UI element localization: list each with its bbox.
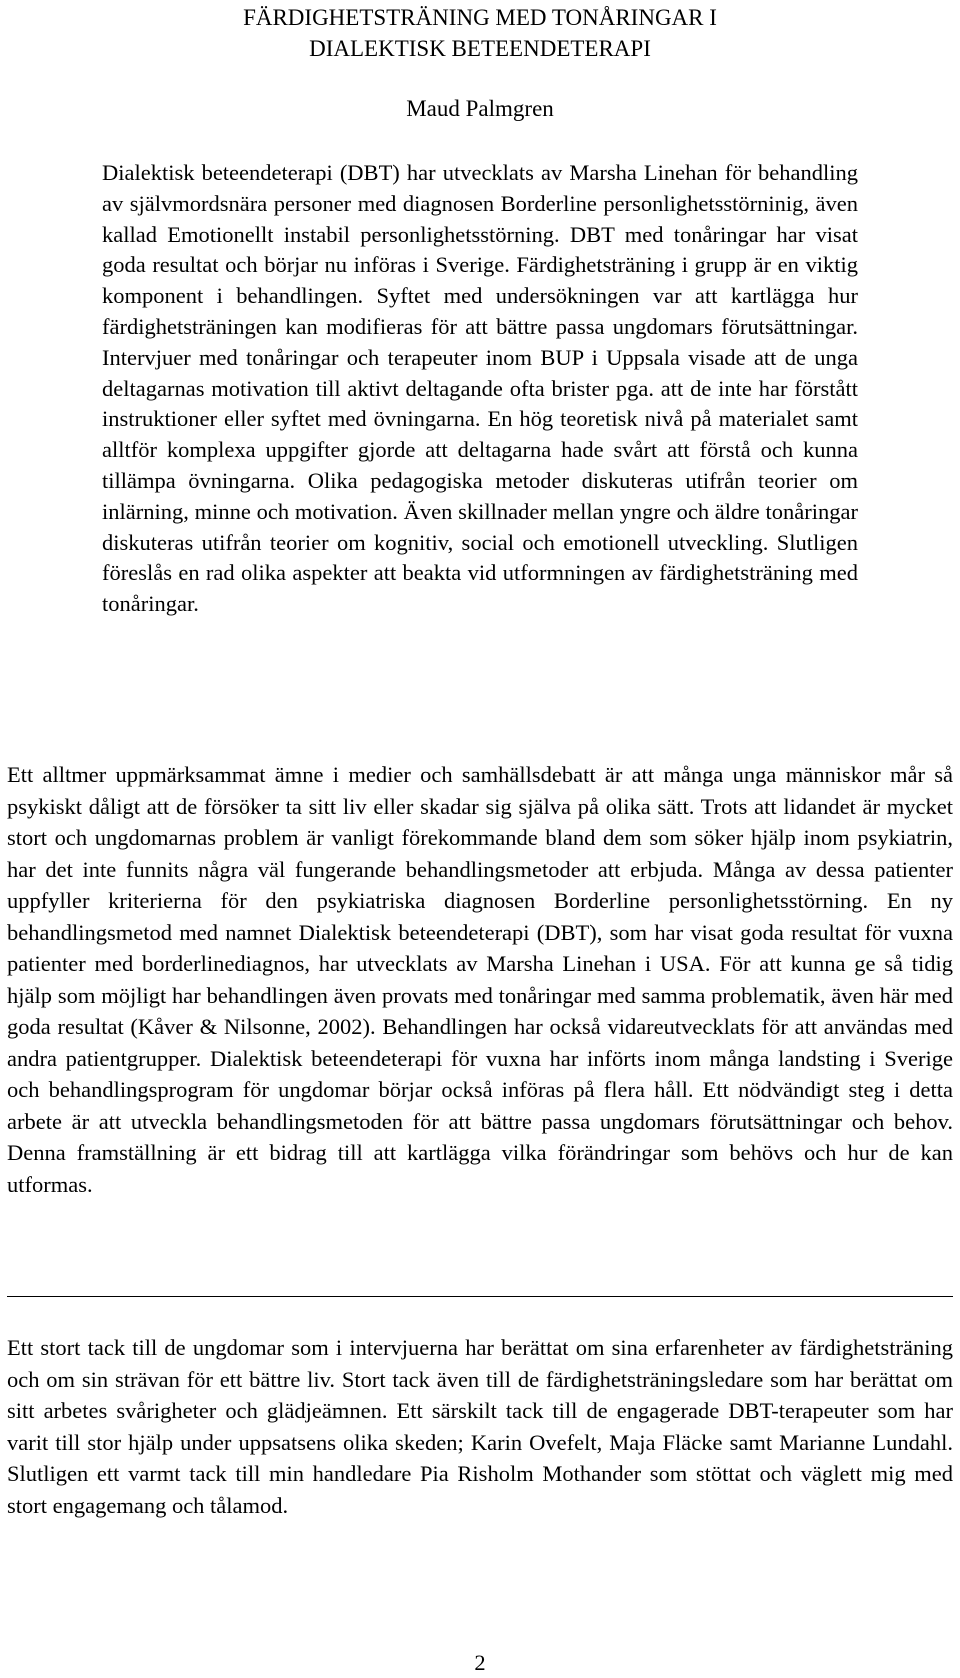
page-number: 2 — [474, 1650, 486, 1675]
abstract-paragraph: Dialektisk beteendeterapi (DBT) har utvecklats av Marsha Linehan för behandling av självmordsnära personer med diagnosen Borderline personlighetsstörninig, även kallad Emotionellt instabil personlighetsstörning. DBT med tonåringar har visat goda resultat och börjar nu införas i Sverige. Färdighetsträning i grupp är en viktig komponent i behandlingen. Syftet med undersökningen var att kartlägga hur färdighetsträningen kan modifieras för att bättre passa ungdomars förutsättningar. Intervjuer med tonåringar och terapeuter inom BUP i Uppsala visade att de unga deltagarnas motivation till aktivt deltagande ofta brister pga. att de inte har förstått instruktioner eller syftet med övningarna. En hög teoretisk nivå på materialet samt alltför komplexa uppgifter gjorde att deltagarna hade svårt att förstå och kunna tillämpa övningarna. Olika pedagogiska metoder diskuteras utifrån teorier om inlärning, minne och motivation. Även skillnader mellan yngre och äldre tonåringar diskuteras utifrån teorier om kognitiv, social och emotionell utveckling. Slutligen föreslås en rad olika aspekter att beakta vid utformningen av färdighetsträning med tonåringar. — [102, 160, 858, 617]
title-line-2: DIALEKTISK BETEENDETERAPI — [309, 36, 651, 61]
title-line-1: FÄRDIGHETSTRÄNING MED TONÅRINGAR I — [243, 5, 717, 30]
section-divider — [7, 1296, 953, 1297]
introduction-paragraph: Ett alltmer uppmärksammat ämne i medier och samhällsdebatt är att många unga människor mår så psykiskt dåligt att de försöker ta sitt liv eller skadar sig själva på olika sätt. Trots att lidandet är mycket stort och ungdomarnas problem är vanligt förekommande bland dem som söker hjälp inom psykiatrin, har det inte funnits några väl fungerande behandlingsmetoder att erbjuda. Många av dessa patienter uppfyller kriterierna för den psykiatriska diagnosen Borderline personlighetsstörning. En ny behandlingsmetod med namnet Dialektisk beteendeterapi (DBT), som har visat goda resultat för vuxna patienter med borderlinediagnos, har utvecklats av Marsha Linehan i USA. För att kunna ge så tidig hjälp som möjligt har behandlingen även provats med tonåringar med samma problematik, även här med goda resultat (Kåver & Nilsonne, 2002). Behandlingen har också vidareutvecklats för att användas med andra patientgrupper. Dialektisk beteendeterapi för vuxna har införts inom många landsting i Sverige och behandlingsprogram för ungdomar börjar också införas på flera håll. Ett nödvändigt steg i detta arbete är att utveckla behandlingsmetoden för att bättre passa ungdomars förutsättningar och behov. Denna framställning är ett bidrag till att kartlägga vilka förändringar som behövs och hur de kan utformas. — [7, 762, 953, 1197]
author-name: Maud Palmgren — [406, 96, 554, 121]
document-title — [0, 2, 960, 64]
acknowledgements-paragraph: Ett stort tack till de ungdomar som i intervjuerna har berättat om sina erfarenheter av färdighetsträning och om sin strävan för ett bättre liv. Stort tack även till de färdighetsträningsledare som har berättat om sitt arbetes svårigheter och glädjeämnen. Ett särskilt tack till de engagerade DBT-terapeuter som har varit till stor hjälp under uppsatsens olika skeden; Karin Ovefelt, Maja Fläcke samt Marianne Lundahl. Slutligen ett varmt tack till min handledare Pia Risholm Mothander som stöttat och väglett mig med stort engagemang och tålamod. — [7, 1335, 953, 1518]
